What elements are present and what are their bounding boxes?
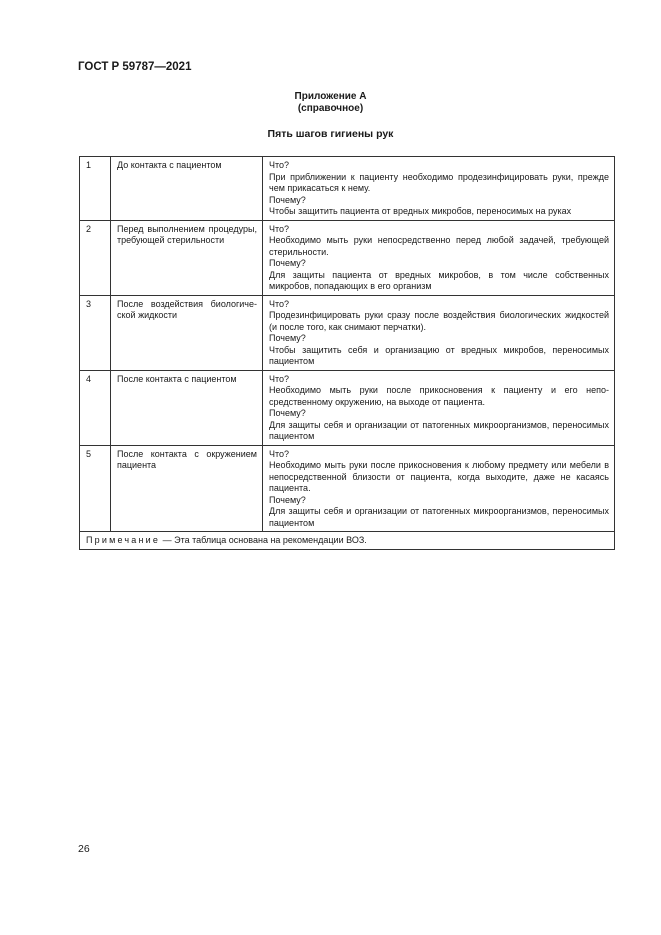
table-row	[80, 295, 615, 370]
appendix-label: Приложение А	[294, 91, 367, 102]
appendix-title: Пять шагов гигиены рук	[267, 128, 394, 140]
hygiene-moment: После воздействия биологической жидкости	[111, 295, 263, 370]
answer-what: Продезинфицировать руки сразу после воздействия биологических жидкостей (и после того, как снимают перчатки).	[269, 310, 609, 332]
answer-why: Чтобы защитить себя и организацию от вредных микробов, переносимых пациентом	[269, 344, 609, 366]
answer-why: Чтобы защитить пациента от вредных микробов, переносимых на руках	[269, 206, 572, 216]
table-note-row	[80, 532, 615, 550]
appendix-type: (справочное)	[297, 103, 364, 114]
question-what: Что?	[269, 298, 290, 309]
hygiene-moment: После контакта с пациентом	[111, 370, 263, 445]
note-text: — Эта таблица основана на рекомендации ВОЗ.	[160, 535, 367, 545]
hygiene-moment: Перед выполнением процедуры, требующей стерильности	[111, 220, 263, 295]
appendix-header	[0, 91, 661, 115]
hygiene-moment: До контакта с пациентом	[111, 157, 263, 221]
answer-why: Для защиты себя и организации от патогенных микроорганизмов, переносимых пациентом	[269, 506, 609, 528]
answer-what: Необходимо мыть руки после прикосновения к любому предмету или мебели в непосредственной близости от пациента, когда выходите, даже не касаясь пациента.	[269, 460, 609, 493]
question-why: Почему?	[269, 258, 306, 268]
answer-why: Для защиты пациента от вредных микробов, в том числе собственных микробов, попадающих в его организм	[269, 269, 609, 291]
answer-what: При приближении к пациенту необходимо продезинфицировать руки, прежде чем прикасаться к нему.	[269, 171, 609, 193]
question-why: Почему?	[269, 194, 306, 205]
row-number: 2	[80, 220, 111, 295]
table-row	[80, 220, 615, 295]
answer-what: Необходимо мыть руки непосредственно перед любой задачей, требующей стерильности.	[269, 235, 609, 257]
document-code: ГОСТ Р 59787—2021	[78, 61, 192, 73]
question-what: Что?	[269, 223, 290, 234]
table-row	[80, 157, 615, 221]
hygiene-explanation	[263, 295, 615, 370]
row-number: 4	[80, 370, 111, 445]
table-note	[80, 532, 615, 550]
note-label: Примечание	[86, 535, 161, 545]
question-why: Почему?	[269, 408, 306, 418]
question-what: Что?	[269, 373, 290, 384]
hygiene-explanation	[263, 370, 615, 445]
hygiene-explanation	[263, 157, 615, 221]
answer-why: Для защиты себя и организации от патогенных микроорганизмов, переносимых пациентом	[269, 419, 609, 441]
hand-hygiene-table	[79, 156, 615, 550]
table-row	[80, 445, 615, 532]
hygiene-explanation	[263, 220, 615, 295]
table-row	[80, 370, 615, 445]
question-what: Что?	[269, 160, 290, 170]
row-number: 1	[80, 157, 111, 221]
answer-what: Необходимо мыть руки после прикосновения к пациенту и его непосредственному окружению, на выходе от пациента.	[269, 385, 609, 407]
hygiene-explanation	[263, 445, 615, 532]
question-what: Что?	[269, 448, 290, 459]
row-number: 3	[80, 295, 111, 370]
row-number: 5	[80, 445, 111, 532]
question-why: Почему?	[269, 333, 306, 343]
hygiene-moment: После контакта с окружением пациента	[111, 445, 263, 532]
question-why: Почему?	[269, 494, 306, 505]
page-number: 26	[78, 843, 90, 855]
